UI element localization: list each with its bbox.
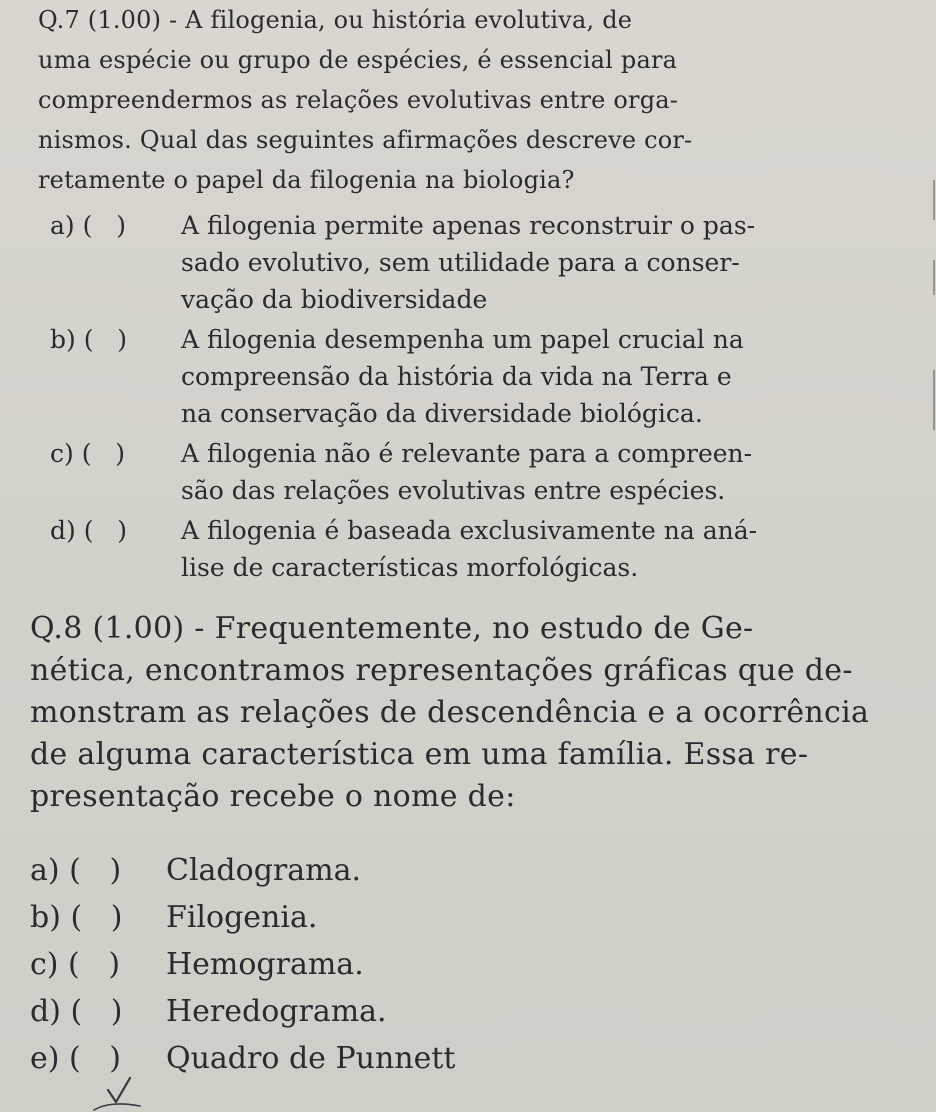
option-text: [50, 207, 918, 318]
option-line: sado evolutivo, sem utilidade para a conser-: [181, 248, 740, 277]
stem-line: Q.7 (1.00) - A filogenia, ou história evolutiva, de: [38, 6, 633, 34]
option-e[interactable]: [30, 1036, 920, 1081]
option-marker[interactable]: b) ( ): [50, 325, 128, 354]
option-text: Heredograma.: [166, 994, 387, 1029]
stem-line: nismos. Qual das seguintes afirmações descreve cor-: [38, 126, 693, 154]
pen-check-mark-icon: [80, 1062, 150, 1112]
question-7-options: [50, 207, 918, 586]
option-c[interactable]: [30, 942, 920, 987]
page-edge-marks: [926, 180, 936, 440]
stem-line: presentação recebe o nome de:: [30, 779, 516, 814]
option-line: na conservação da diversidade biológica.: [181, 399, 703, 428]
option-line: A filogenia não é relevante para a compreen-: [181, 439, 753, 468]
option-marker[interactable]: d) ( ): [30, 994, 123, 1029]
stem-line: compreendermos as relações evolutivas entre orga-: [38, 86, 679, 114]
question-8: [30, 608, 920, 1083]
option-text: Quadro de Punnett: [166, 1041, 456, 1076]
option-marker[interactable]: a) ( ): [30, 853, 122, 888]
option-line: vação da biodiversidade: [181, 285, 488, 314]
option-marker[interactable]: c) ( ): [30, 947, 121, 982]
option-text: [50, 512, 918, 586]
option-text: Hemograma.: [166, 947, 364, 982]
option-b[interactable]: [30, 895, 920, 940]
question-8-options: [30, 848, 920, 1081]
option-c[interactable]: [50, 435, 918, 509]
option-line: A filogenia é baseada exclusivamente na aná-: [181, 516, 758, 545]
option-marker[interactable]: d) ( ): [50, 516, 128, 545]
option-line: A filogenia desempenha um papel crucial na: [181, 325, 744, 354]
option-marker[interactable]: b) ( ): [30, 900, 123, 935]
option-line: compreensão da história da vida na Terra e: [181, 362, 732, 391]
option-text: Filogenia.: [166, 900, 318, 935]
question-7-stem: [38, 0, 918, 200]
option-line: são das relações evolutivas entre espécies.: [181, 476, 726, 505]
option-line: A filogenia permite apenas reconstruir o pas-: [181, 211, 756, 240]
stem-line: uma espécie ou grupo de espécies, é essencial para: [38, 46, 678, 74]
option-marker[interactable]: a) ( ): [50, 211, 126, 240]
option-marker[interactable]: c) ( ): [50, 439, 126, 468]
stem-line: monstram as relações de descendência e a ocorrência: [30, 695, 870, 730]
stem-line: retamente o papel da filogenia na biologia?: [38, 166, 575, 194]
stem-line: de alguma característica em uma família. Essa re-: [30, 737, 809, 772]
option-a[interactable]: [30, 848, 920, 893]
stem-line: Q.8 (1.00) - Frequentemente, no estudo de Ge-: [30, 611, 754, 646]
option-line: lise de características morfológicas.: [181, 553, 639, 582]
option-marker[interactable]: e) ( ): [30, 1041, 122, 1076]
option-a[interactable]: [50, 207, 918, 318]
option-text: Cladograma.: [166, 853, 361, 888]
option-text: [50, 321, 918, 432]
question-8-stem: [30, 608, 920, 818]
option-d[interactable]: [30, 989, 920, 1034]
question-7: [38, 0, 918, 589]
option-b[interactable]: [50, 321, 918, 432]
stem-line: nética, encontramos representações gráficas que de-: [30, 653, 853, 688]
option-d[interactable]: [50, 512, 918, 586]
option-text: [50, 435, 918, 509]
